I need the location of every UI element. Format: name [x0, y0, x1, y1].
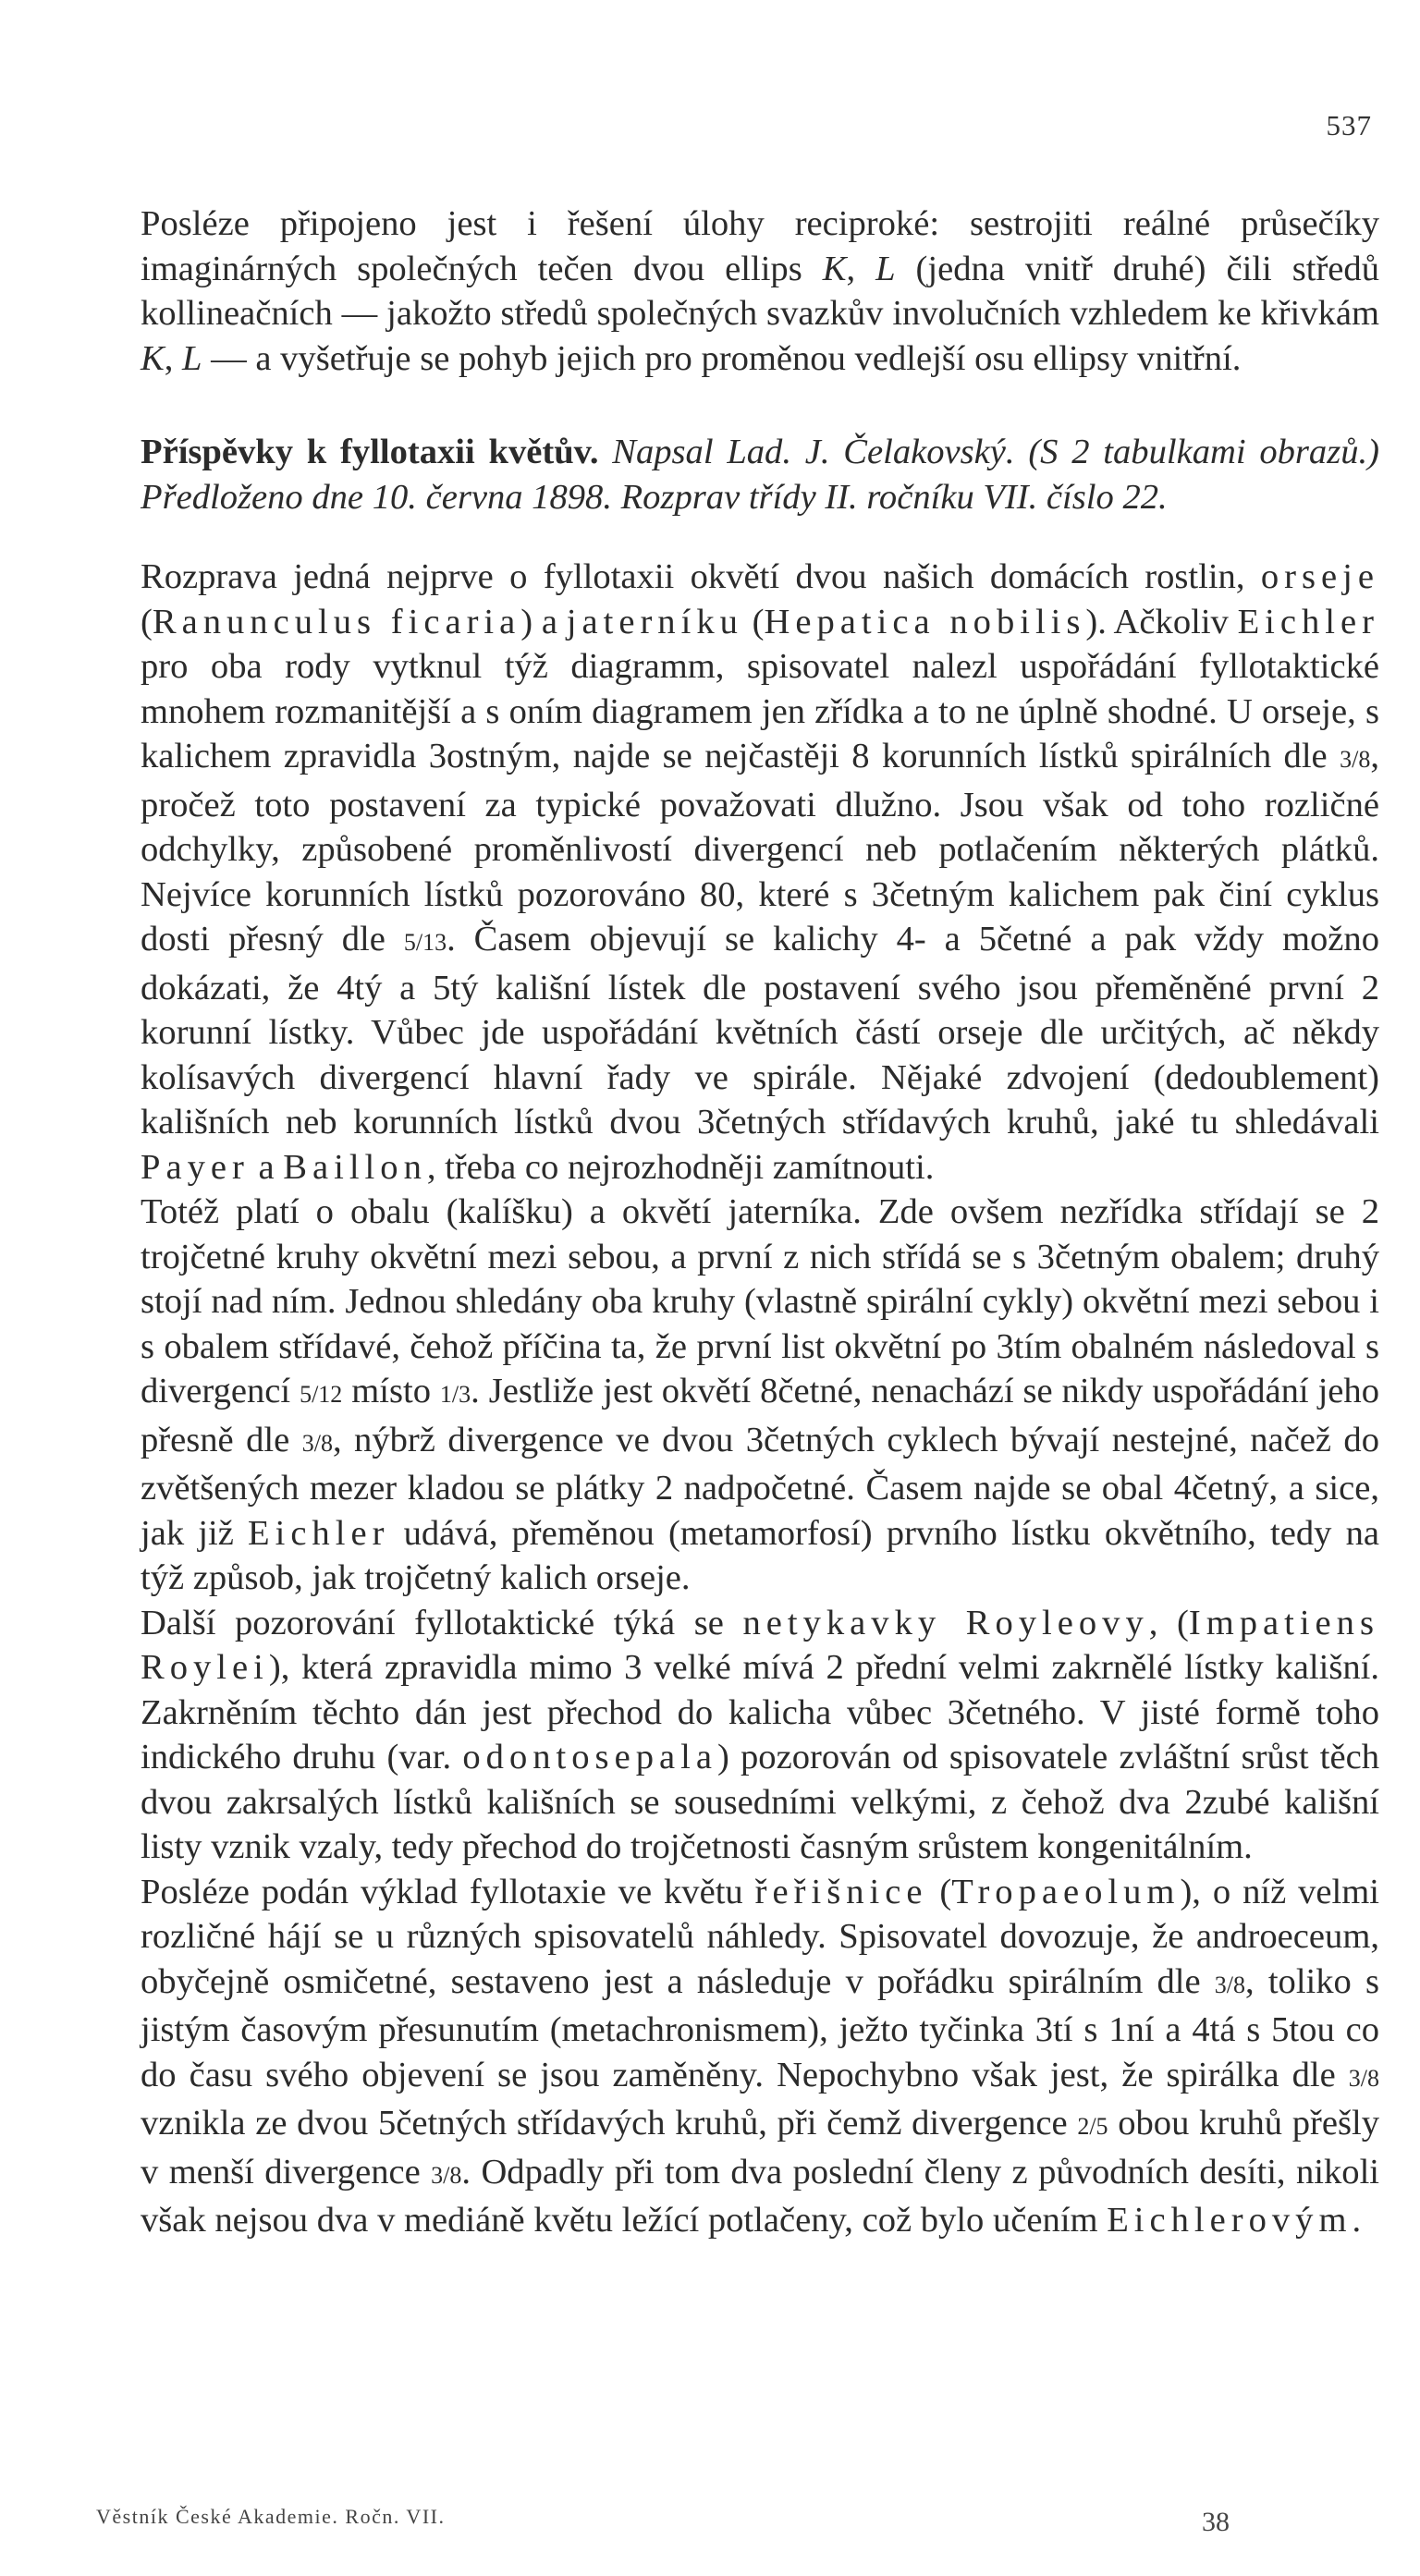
paragraph-reciprocal-problem [141, 201, 1379, 381]
text-run: . Odpadly při tom dva poslední členy z původních desíti, nikoli však nejsou dva v mediáně květu ležící potlačeny, což bylo učením [141, 2152, 1379, 2240]
spaced-name: Eichler [1237, 602, 1379, 641]
paragraph-tropaeolum [141, 1870, 1379, 2243]
text-run: Další pozorování fyllotaktické týká se [141, 1603, 743, 1642]
spaced-term: Impatiens Roylei [141, 1603, 1379, 1687]
article-byline: Napsal Lad. J. Čelakovský. (S 2 tabulkami obrazů.) Předloženo dne 10. června 1898. Rozprav třídy II. ročníku VII. číslo 22. [141, 433, 1380, 517]
fraction: 5/12 [300, 1381, 343, 1408]
text-run: , [164, 338, 183, 378]
text-run: udává, přeměnou (metamorfosí) prvního lístku okvětního, tedy na týž způsob, jak trojčetný kalich orseje. [141, 1513, 1379, 1597]
fraction: 3/8 [1348, 2064, 1379, 2092]
text-run: vznikla ze dvou 5četných střídavých kruhů, při čemž divergence [141, 2104, 1078, 2143]
text-run: , pročež toto postavení za typické považovati dlužno. Jsou však od toho rozličné odchylky, způsobené proměnlivostí divergencí neb potlačením některých plátků. Nejvíce korunních lístků pozorováno 80, které s 3četným kalichem pak činí cyklus dosti přesný dle [141, 737, 1379, 958]
spaced-term: netykavky Royleovy [742, 1603, 1149, 1642]
fraction: 3/8 [431, 2161, 462, 2189]
spaced-term: řeřišnice [754, 1872, 928, 1911]
text-run: ). Ačkoliv [1085, 602, 1238, 641]
math-symbol-k: K [822, 249, 847, 288]
text-run: ), o níž velmi rozličné hájí se u různých spisovatelů náhledy. Spisovatel dovozuje, že androeceum, obyčejně osmičetné, sestaveno jest a následuje v pořádku spirálním dle [141, 1872, 1379, 2001]
text-run: ( [742, 602, 765, 641]
text-run: . Jestliže jest okvětí 8četné, nenachází se nikdy uspořádání jeho přesně dle [141, 1372, 1379, 1459]
math-symbol-l: L [182, 338, 202, 378]
text-run: , ( [1148, 1603, 1189, 1642]
spaced-term: orseje [1260, 557, 1379, 596]
text-run: Totéž platí o obalu (kalíšku) a okvětí jaterníka. Zde ovšem nezřídka střídají se 2 trojčetné kruhy okvětní mezi sebou, a první z nich střídá se s 3četným obalem; druhý stojí nad ním. Jednou shledány oba kruhy (vlastně spirální cykly) okvětní mezi sebou i s obalem střídavé, čehož příčina ta, že první list okvětní po 3tím obalném následoval s divergencí [141, 1192, 1379, 1410]
spaced-term: Tropaeolum [951, 1872, 1181, 1911]
text-run: místo [342, 1372, 440, 1410]
text-run: Posléze podán výklad fyllotaxie ve květu [141, 1872, 755, 1911]
paragraph-hepatica-involucre [141, 1190, 1379, 1601]
sheet-number: 38 [1202, 2507, 1230, 2537]
text-run: . [1352, 2201, 1362, 2240]
text-run: a [249, 1147, 284, 1187]
text-run: ( [927, 1872, 952, 1911]
spaced-term: Hepatica nobilis [764, 602, 1086, 641]
text-run: ) pozorován od spisovatele zvláštní srůst těch dvou zakrsalých lístků kališních se sousedními velkými, z čehož dva 2zubé kališní listy vznik vzaly, tedy přechod do trojčetnosti časným srůstem kongenitálním. [141, 1738, 1379, 1866]
fraction: 5/13 [403, 929, 447, 956]
text-run: ) a [520, 602, 567, 641]
text-run: ), která zpravidla mimo 3 velké mívá 2 přední velmi zakrnělé lístky kališní. Zakrněním těchto dán jest přechod do kalicha vůbec 3četného. V jisté formě toho indického druhu (var. [141, 1648, 1379, 1776]
spaced-term: Ranunculus ficaria [152, 602, 521, 641]
text-run: pro oba rody vytknul týž diagramm, spisovatel nalezl uspořádání fyllotaktické mnohem rozmanitější a s oním diagramem jen zřídka a to ne úplně shodné. U orseje, s kalichem zpravidla 3ostným, najde se nejčastěji 8 korunních lístků spirálních dle [141, 647, 1379, 775]
spaced-term: jaterníku [566, 602, 743, 641]
text-run: , nýbrž divergence ve dvou 3četných cyklech bývají nestejné, načež do zvětšených mezer kladou se plátky 2 nadpočetné. Časem najde se obal 4četný, a sice, jak již [141, 1420, 1379, 1553]
fraction: 3/8 [1214, 1971, 1246, 1998]
fraction: 3/8 [1340, 746, 1371, 773]
text-run: — a vyšetřuje se pohyb jejich pro proměnou vedlejší osu ellipsy vnitřní. [202, 338, 1242, 378]
text-run: , toliko s jistým časovým přesunutím (metachronismem), ježto tyčinka 3tí s 1ní a 4tá s 5tou co do času svého objevení se jsou zaměněny. Nepochybno však jest, že spirálka dle [141, 1961, 1380, 2094]
fraction: 1/3 [439, 1381, 471, 1408]
article-title: Příspěvky k fyllotaxii květův. [141, 433, 599, 471]
spaced-name: Payer [141, 1147, 250, 1187]
paragraph-ranunculus-hepatica [141, 555, 1379, 1190]
article-heading [141, 430, 1379, 519]
fraction: 2/5 [1077, 2113, 1108, 2140]
body-text [141, 201, 1379, 2243]
text-run: obou kruhů přešly v menší divergence [141, 2104, 1379, 2191]
text-run: , [846, 249, 876, 288]
spaced-name: Eichler [248, 1513, 390, 1553]
text-run: , třeba co nejrozhodněji zamítnouti. [426, 1147, 935, 1187]
text-run: . Časem objevují se kalichy 4- a 5četné a pak vždy možno dokázati, že 4tý a 5tý kališní lístek dle postavení svého jsou přeměněné první 2 korunní lístky. Vůbec jde uspořádání květních částí orseje dle určitých, ač někdy kolísavých divergencí hlavní řady ve spirále. Nějaké zdvojení (dedoublement) kališních neb korunních lístků dvou 3četných střídavých kruhů, jaké tu shledávali [141, 920, 1379, 1141]
spaced-name: Baillon [283, 1147, 427, 1187]
page-number: 537 [1326, 109, 1372, 141]
spaced-name: Eichlerovým [1107, 2201, 1353, 2240]
text-run: Posléze připojeno jest i řešení úlohy reciproké: sestrojiti reálné průsečíky imaginárných společných tečen dvou ellips [141, 204, 1379, 288]
paragraph-impatiens [141, 1601, 1379, 1870]
journal-signature: Věstník České Akademie. Ročn. VII. [96, 2505, 446, 2528]
math-symbol-l: L [875, 249, 896, 288]
text-run: ( [141, 602, 153, 641]
text-run: Rozprava jedná nejprve o fyllotaxii okvětí dvou našich domácích rostlin, [141, 557, 1261, 596]
fraction: 3/8 [301, 1429, 333, 1457]
spaced-term: odontosepala [462, 1738, 717, 1776]
math-symbol-k: K [141, 338, 165, 378]
text-run: (jedna vnitř druhé) čili středů kollineačních — jakožto středů společných svazkův involučních vzhledem ke křivkám [141, 249, 1380, 333]
